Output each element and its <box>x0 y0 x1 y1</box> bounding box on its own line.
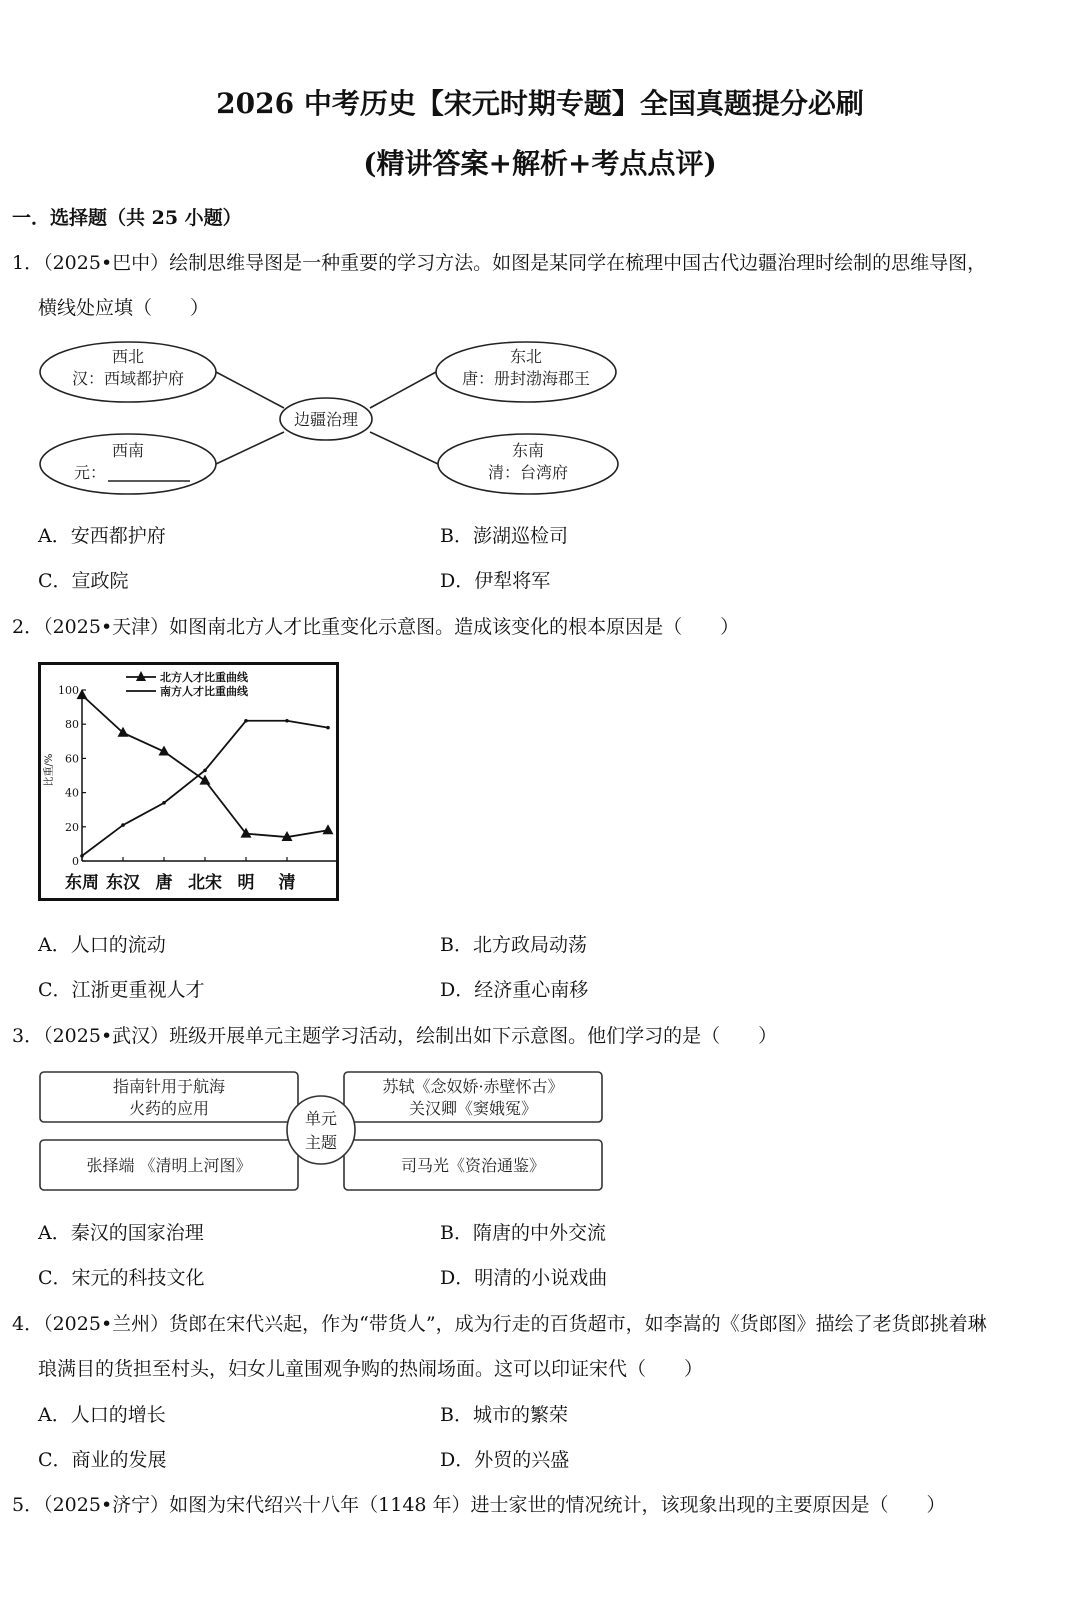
page-subtitle: (精讲答案+解析+考点点评) <box>363 147 717 180</box>
q3-option-b[interactable]: B．隋唐的中外交流 <box>440 1222 606 1244</box>
q3-stem: 3．（2025•武汉）班级开展单元主题学习活动，绘制出如下示意图。他们学习的是（ ） <box>12 1025 778 1047</box>
box-top-left-line1: 指南针用于航海 <box>112 1077 226 1096</box>
q3-option-d[interactable]: D．明清的小说戏曲 <box>440 1267 608 1289</box>
chart-point <box>285 719 289 723</box>
box-top-right-line1: 苏轼《念奴娇·赤壁怀古》 <box>382 1077 564 1096</box>
connector-ne <box>370 372 436 408</box>
chart-y-tick-label: 20 <box>65 820 79 834</box>
q4-stem-line2: 琅满目的货担至村头，妇女儿童围观争购的热闹场面。这可以印证宋代（ ） <box>38 1358 704 1380</box>
node-southeast-text: 清：台湾府 <box>487 463 569 482</box>
chart-x-tick-label: 东汉 <box>106 873 140 893</box>
connector-se <box>370 432 438 464</box>
q3-theme-diagram <box>38 1068 606 1196</box>
box-bottom-left-text: 张择端 《清明上河图》 <box>86 1156 252 1175</box>
q4-option-a[interactable]: A．人口的增长 <box>38 1404 166 1426</box>
q3-option-a[interactable]: A．秦汉的国家治理 <box>38 1222 204 1244</box>
q4-option-b[interactable]: B．城市的繁荣 <box>440 1404 568 1426</box>
chart-x-tick-label: 东周 <box>65 873 99 893</box>
q2-option-c[interactable]: C．江浙更重视人才 <box>38 979 205 1001</box>
node-northwest-title: 西北 <box>111 347 145 366</box>
q4-option-d[interactable]: D．外贸的兴盛 <box>440 1449 570 1471</box>
connector-nw <box>216 372 284 408</box>
q1-option-b[interactable]: B．澎湖巡检司 <box>440 525 568 547</box>
theme-circle-line2: 主题 <box>304 1133 338 1152</box>
q1-option-c[interactable]: C．宣政院 <box>38 570 129 592</box>
connector-sw <box>216 432 284 464</box>
q5-stem: 5．（2025•济宁）如图为宋代绍兴十八年（1148 年）进士家世的情况统计，该现象出现的主要原因是（ ） <box>12 1494 946 1516</box>
q2-stem: 2．（2025•天津）如图南北方人才比重变化示意图。造成该变化的根本原因是（ ） <box>12 616 740 638</box>
q1-option-a[interactable]: A．安西都护府 <box>38 525 166 547</box>
chart-point <box>244 719 248 723</box>
section-heading: 一．选择题（共 25 小题） <box>12 207 242 229</box>
page-title: 2026 中考历史【宋元时期专题】全国真题提分必刷 <box>216 87 864 120</box>
theme-circle <box>287 1096 355 1164</box>
chart-y-tick-label: 100 <box>58 684 79 697</box>
chart-ylabel: 比重/% <box>44 753 55 787</box>
chart-y-tick-label: 40 <box>65 786 79 800</box>
chart-x-tick-label: 清 <box>278 873 296 893</box>
node-northeast-text: 唐：册封渤海郡王 <box>461 369 591 388</box>
chart-point <box>203 769 207 773</box>
legend-label: 南方人才比重曲线 <box>160 685 248 698</box>
q4-option-c[interactable]: C．商业的发展 <box>38 1449 167 1471</box>
legend-label: 北方人才比重曲线 <box>160 671 248 684</box>
chart-point <box>162 801 166 805</box>
q1-mind-map <box>36 336 636 502</box>
box-bottom-right-text: 司马光《资治通鉴》 <box>400 1156 546 1175</box>
node-southwest-title: 西南 <box>111 441 145 460</box>
chart-y-tick-label: 80 <box>65 718 79 732</box>
chart-y-tick-label: 60 <box>65 752 79 766</box>
chart-x-tick-label: 明 <box>237 873 255 893</box>
q2-option-a[interactable]: A．人口的流动 <box>38 934 166 956</box>
chart-point <box>80 854 84 858</box>
q3-option-c[interactable]: C．宋元的科技文化 <box>38 1267 205 1289</box>
chart-x-tick-label: 唐 <box>155 873 173 893</box>
chart-x-tick-label: 北宋 <box>188 873 222 893</box>
q1-stem-line1: 1．（2025•巴中）绘制思维导图是一种重要的学习方法。如图是某同学在梳理中国古代边疆治理时绘制的思维导图， <box>12 252 987 274</box>
q2-line-chart <box>38 662 340 902</box>
chart-y-tick-label: 0 <box>72 855 79 868</box>
box-top-right-line2: 关汉卿《窦娥冤》 <box>408 1099 538 1118</box>
node-southeast-title: 东南 <box>511 441 545 460</box>
node-northwest-text: 汉：西域都护府 <box>71 369 185 388</box>
chart-point <box>326 726 330 730</box>
theme-circle-line1: 单元 <box>304 1109 338 1128</box>
node-center-label: 边疆治理 <box>293 410 359 429</box>
q1-stem-line2: 横线处应填（ ） <box>38 297 210 319</box>
chart-point <box>121 823 125 827</box>
q2-option-b[interactable]: B．北方政局动荡 <box>440 934 587 956</box>
node-northeast-title: 东北 <box>509 347 543 366</box>
node-southwest-text: 元： <box>73 463 107 482</box>
q4-stem-line1: 4．（2025•兰州）货郎在宋代兴起，作为“带货人”，成为行走的百货超市，如李嵩的《货郎图》描绘了老货郎挑着琳 <box>12 1313 987 1335</box>
q2-option-d[interactable]: D．经济重心南移 <box>440 979 589 1001</box>
box-top-left-line2: 火药的应用 <box>128 1099 210 1118</box>
q1-option-d[interactable]: D．伊犁将军 <box>440 570 551 592</box>
